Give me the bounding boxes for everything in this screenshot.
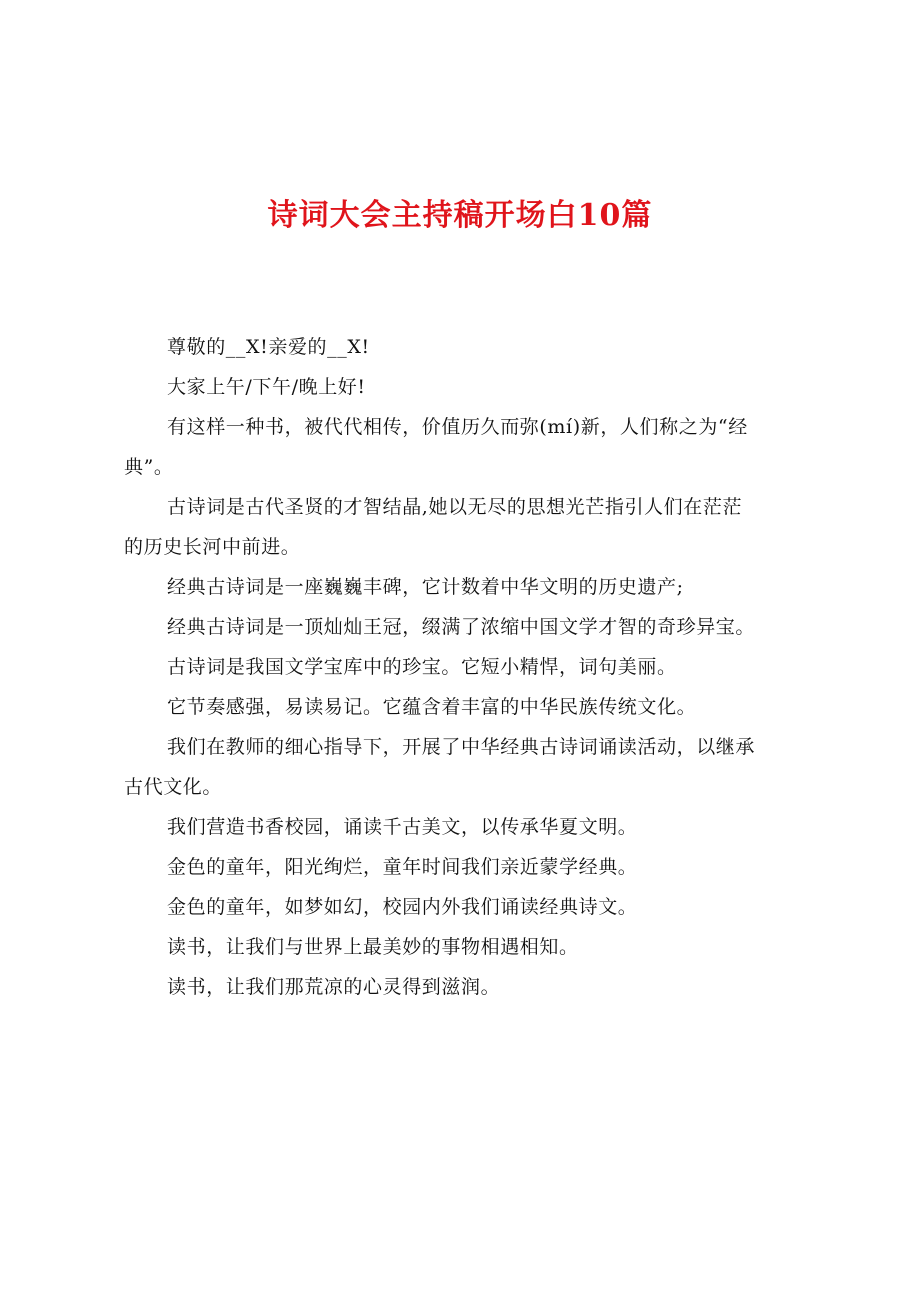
paragraph [124, 847, 814, 887]
paragraph-line: 金色的童年，如梦如幻，校园内外我们诵读经典诗文。 [167, 896, 638, 918]
paragraph [124, 487, 814, 567]
paragraph-line: 古诗词是我国文学宝库中的珍宝。它短小精悍，词句美丽。 [167, 656, 677, 678]
paragraph [124, 967, 814, 1007]
document-body [124, 327, 814, 1007]
paragraph-line: 尊敬的__X!亲爱的__X! [167, 336, 370, 358]
paragraph-line: 古诗词是古代圣贤的才智结晶,她以无尽的思想光芒指引人们在茫茫 [167, 496, 743, 518]
paragraph-line: 经典古诗词是一座巍巍丰碑，它计数着中华文明的历史遗产; [167, 576, 684, 598]
paragraph-line: 有这样一种书，被代代相传，价值历久而弥(mí)新，人们称之为“经 [167, 416, 748, 438]
paragraph [124, 887, 814, 927]
paragraph-line: 典”。 [124, 456, 174, 478]
paragraph-line: 金色的童年，阳光绚烂，童年时间我们亲近蒙学经典。 [167, 856, 638, 878]
paragraph-line: 经典古诗词是一顶灿灿王冠，缀满了浓缩中国文学才智的奇珍异宝。 [167, 616, 756, 638]
paragraph [124, 327, 814, 367]
paragraph-line: 读书，让我们与世界上最美妙的事物相遇相知。 [167, 936, 579, 958]
paragraph [124, 647, 814, 687]
paragraph [124, 407, 814, 487]
paragraph [124, 807, 814, 847]
paragraph [124, 687, 814, 727]
paragraph-line: 它节奏感强，易读易记。它蕴含着丰富的中华民族传统文化。 [167, 696, 697, 718]
document-title: 诗词大会主持稿开场白10篇 [267, 198, 653, 233]
paragraph-line: 我们营造书香校园，诵读千古美文，以传承华夏文明。 [167, 816, 638, 838]
paragraph-line: 大家上午/下午/晚上好! [167, 376, 366, 398]
paragraph [124, 367, 814, 407]
paragraph [124, 927, 814, 967]
paragraph-line: 我们在教师的细心指导下，开展了中华经典古诗词诵读活动，以继承 [167, 736, 756, 758]
paragraph-line: 古代文化。 [124, 776, 223, 798]
paragraph-line: 读书，让我们那荒凉的心灵得到滋润。 [167, 976, 501, 998]
paragraph-line: 的历史长河中前进。 [124, 536, 301, 558]
paragraph [124, 567, 814, 607]
paragraph [124, 727, 814, 807]
paragraph [124, 607, 814, 647]
